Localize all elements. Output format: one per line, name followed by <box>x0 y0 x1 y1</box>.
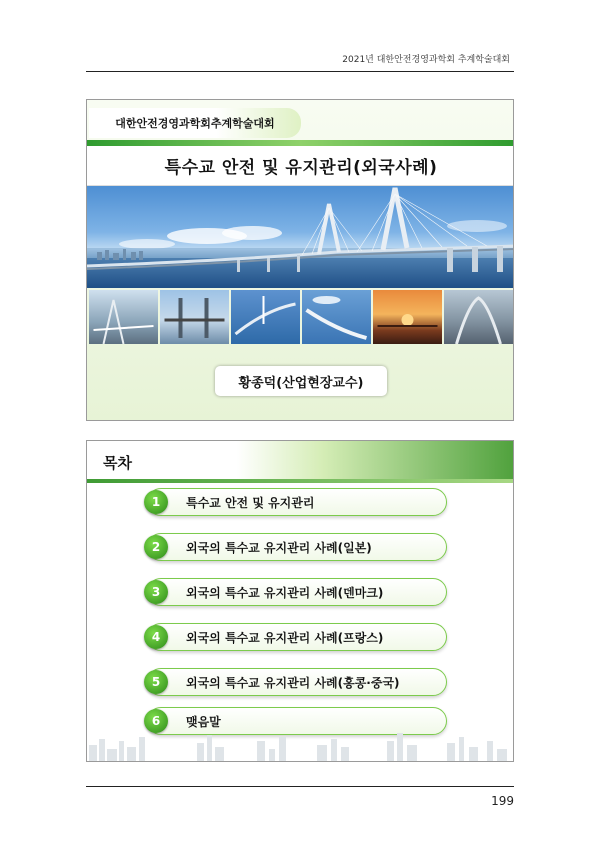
toc-item <box>147 578 447 606</box>
toc-number-badge: 6 <box>144 709 168 733</box>
running-header: 2021년 대한안전경영과학회 추계학술대회 <box>342 55 510 65</box>
toc-item <box>147 533 447 561</box>
author-label: 황종덕(산업현장교수) <box>215 366 387 396</box>
toc-item-label: 외국의 특수교 유지관리 사례(홍콩·중국) <box>186 675 400 690</box>
toc-item-label: 외국의 특수교 유지관리 사례(일본) <box>186 540 372 555</box>
bridge-panorama-image <box>87 186 514 288</box>
society-banner: 대한안전경영과학회추계학술대회 <box>89 108 301 138</box>
footer-rule <box>86 786 514 787</box>
toc-item-label: 맺음말 <box>186 714 221 729</box>
toc-number-badge: 4 <box>144 625 168 649</box>
bridge-thumbnail <box>160 290 229 344</box>
bridge-thumbnail <box>444 290 513 344</box>
bridge-thumbnail <box>231 290 300 344</box>
toc-item-label: 외국의 특수교 유지관리 사례(덴마크) <box>186 585 384 600</box>
toc-number-badge: 2 <box>144 535 168 559</box>
title-slide <box>86 99 514 421</box>
bridge-thumbnail <box>373 290 442 344</box>
toc-slide <box>86 440 514 762</box>
slide-title: 특수교 안전 및 유지관리(외국사례) <box>164 158 438 178</box>
slide-title-bar <box>87 146 514 186</box>
page-number: 199 <box>491 794 514 808</box>
bridge-thumbnail <box>89 290 158 344</box>
toc-item <box>147 668 447 696</box>
header-rule <box>86 71 514 72</box>
city-skyline-decoration <box>87 731 514 761</box>
toc-number-badge: 5 <box>144 670 168 694</box>
bridge-thumbnails <box>87 290 514 344</box>
toc-item-label: 외국의 특수교 유지관리 사례(프랑스) <box>186 630 384 645</box>
toc-item <box>147 488 447 516</box>
toc-item-label: 특수교 안전 및 유지관리 <box>186 495 315 510</box>
toc-item <box>147 623 447 651</box>
toc-title: 목차 <box>87 447 167 477</box>
toc-underline <box>87 479 514 483</box>
toc-number-badge: 1 <box>144 490 168 514</box>
bridge-thumbnail <box>302 290 371 344</box>
toc-number-badge: 3 <box>144 580 168 604</box>
